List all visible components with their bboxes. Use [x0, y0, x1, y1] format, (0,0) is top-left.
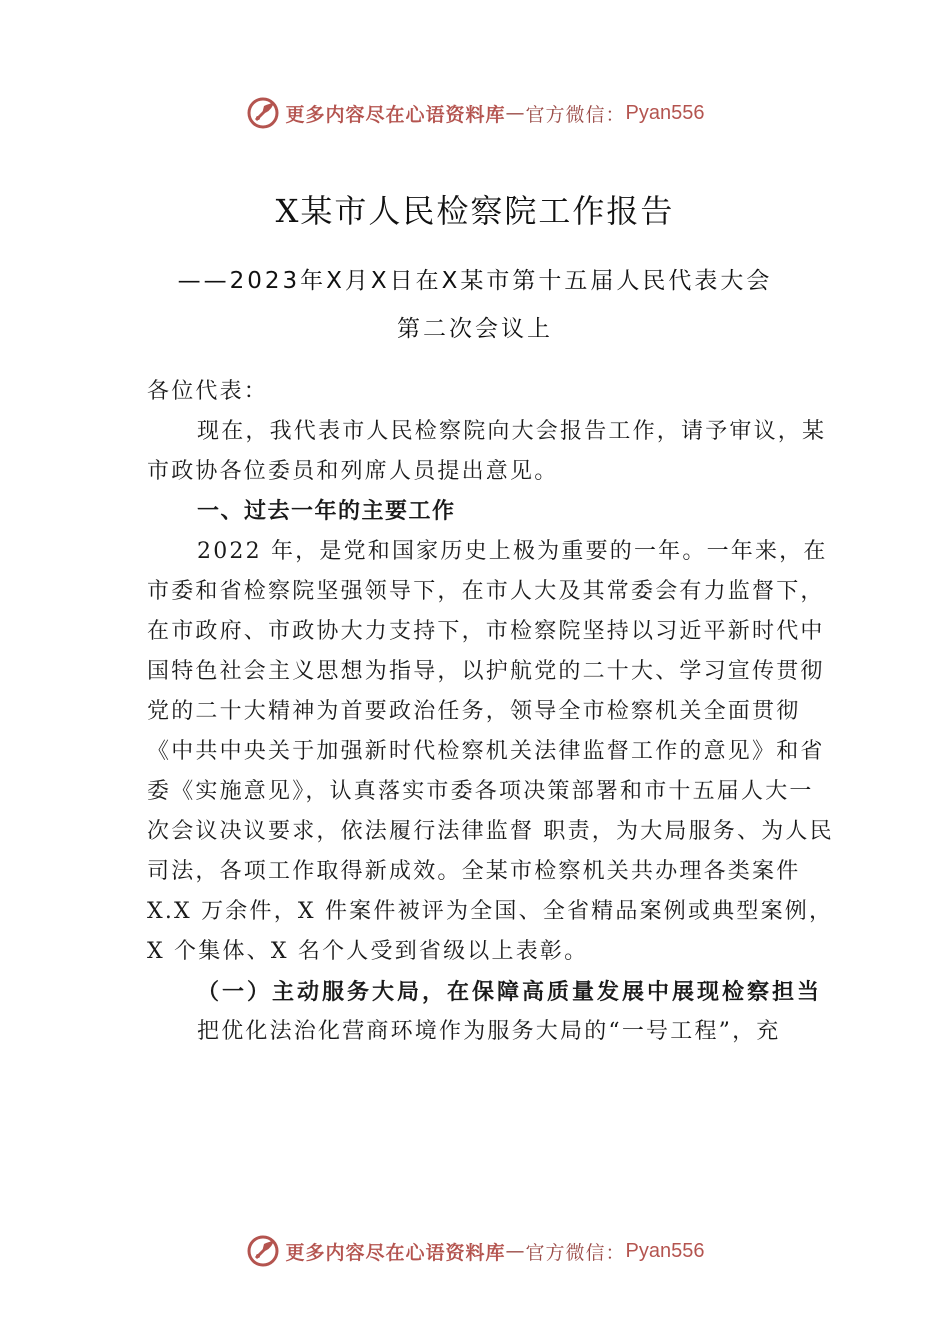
watermark-header — [0, 96, 950, 130]
subsection-paragraph: 把优化法治化营商环境作为服务大局的“一号工程”，充 — [197, 1019, 781, 1044]
watermark-wechat-id: Pyan556 — [625, 1239, 705, 1262]
section-paragraph: 2022 年，是党和国家历史上极为重要的一年。一年来，在市委和省检察院坚强领导下，在市人大及其常委会有力监督下，在市政府、市政协大力支持下，市检察院坚持以习近平新时代中国特色社会主义思想为指导，以护航党的二十大、学习宣传贯彻党的二十大精神为首要政治任务，领导全市检察机关全面贯彻《中共中央关于加强新时代检察机关法律监督工作的意见》和省委《实施意见》，认真落实市委各项决策部署和市十五届人大一次会议决议要求，依法履行法律监督 职责，为大局服务、为人民司法，各项工作取得新成效。全某市检察机关共办理各类案件 X.X 万余件，X 件案件被评为全国、全省精品案例或典型案例，X 个集体、X 名个人受到省级以上表彰。 — [147, 539, 834, 964]
watermark-footer — [0, 1234, 950, 1268]
subsection-heading: （一）主动服务大局，在保障高质量发展中展现检察担当 — [197, 979, 823, 1005]
intro-paragraph: 现在，我代表市人民检察院向大会报告工作，请予审议，某市政协各位委员和列席人员提出意见。 — [147, 419, 827, 484]
document-subtitle-line1: ——2023年X月X日在X某市第十五届人民代表大会 — [177, 268, 773, 294]
watermark-wechat-id: Pyan556 — [625, 101, 705, 124]
watermark-text: 更多内容尽在心语资料库 — [285, 103, 506, 126]
quill-logo-icon — [246, 96, 280, 130]
watermark-wechat-label: 官方微信： — [525, 103, 626, 126]
document-subtitle-line2: 第二次会议上 — [397, 316, 553, 342]
document-body — [147, 372, 837, 1052]
watermark-text: 更多内容尽在心语资料库 — [285, 1241, 506, 1264]
document-title: X某市人民检察院工作报告 — [275, 192, 675, 230]
watermark-dash: — — [505, 1240, 526, 1262]
watermark-wechat-label: 官方微信： — [525, 1241, 626, 1264]
quill-logo-icon — [246, 1234, 280, 1268]
salutation: 各位代表： — [147, 379, 269, 404]
watermark-dash: — — [505, 102, 526, 124]
section-heading: 一、过去一年的主要工作 — [197, 499, 456, 524]
